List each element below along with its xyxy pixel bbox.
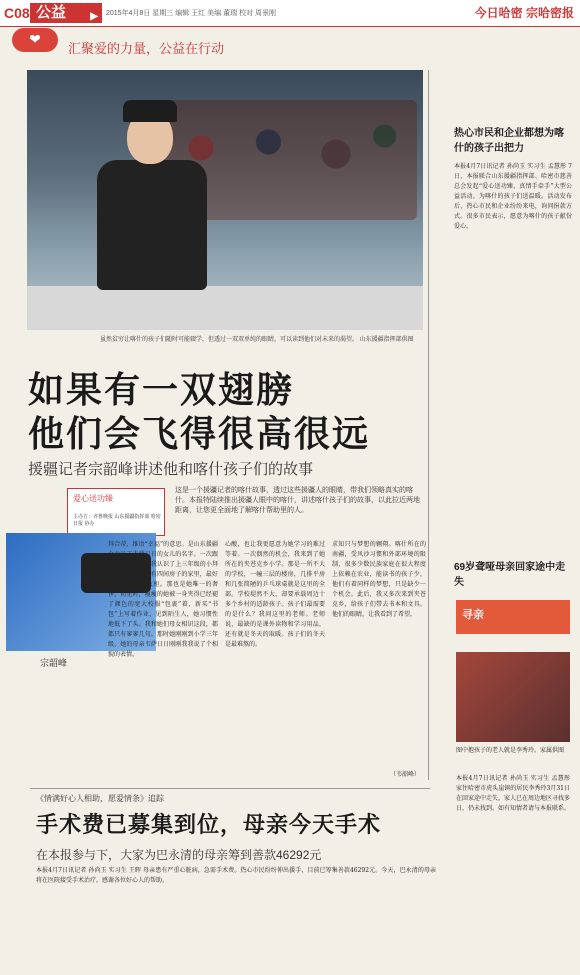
boy-cap	[123, 100, 177, 122]
article-col-3: 求知只与梦想的翱翔。喀什所在的南疆，受风沙习惯和外部环境的限制，很多少数民族家庭在很大程度上依赖在农业，能读书的孩子少，他们有着同样的梦想，只是缺少一个机会。此后，我又多次来到夹苍克乡，给孩子们带去书本和文具。他们的眼睛，让我看到了希望。	[332, 541, 426, 618]
column-divider	[428, 70, 429, 780]
stone-bench	[27, 286, 423, 330]
sidebar-body-1: 本报4月7日讯记者 孙尚玉 实习生 孟慧彤 7日，本报联合山东援疆指挥部、哈密市慈善总会发起“爱心送功臻，真情手牵手”大型公益活动。为喀什的孩子们送温暖。活动发布后，热心市民和企业纷纷来电，询问捐款方式。很多市民表示，愿意为喀什的孩子献份爱心。	[454, 163, 572, 230]
reporter-name: 宗韶峰	[40, 658, 68, 668]
lead-photo	[27, 70, 423, 330]
bottom-tag: 《情满好心人相助，愿爱情条》追踪	[36, 794, 164, 803]
sidebar-story-1	[454, 126, 572, 542]
sidebar-title-2: 69岁聋哑母亲回家途中走失	[454, 562, 566, 588]
badge-title: 爱心送功臻	[73, 494, 113, 503]
photo-caption: 虽然贫穷让喀什的孩子们随时可能辍学，但透过一双双单纯的眼睛，可以读到他们对未来的渴望。 山东援疆指挥部供图	[100, 337, 414, 343]
article-col-1: 拜合蒂，维语“幸福”的意思。是山东援疆企业员工韦萨日日的女儿的名字。一次跟韩公益的动中，我认识了上三年级的小拜合蒂，左那个只有四间房子的家里，最好的家具是一个衣柜。那也是她唯一的奢侈，初见时，瘦瘦的她被一身夹得已经褪了颜色的宽大校服“包裹”着，新买“书包”上写着作业，见到陌生人，她习惯性地低下了头。我和她们母女相识这段，都都只有寥寥几句。那时她刚刚到小学三年级，她的母亲韦萨日日刚刚我我说了个相貌的表情。	[108, 541, 218, 658]
bottom-headline: 手术费已募集到位，母亲今天手术	[36, 812, 382, 837]
headline-subtitle: 援疆记者宗韶峰讲述他和喀什孩子们的故事	[28, 461, 314, 478]
missing-person-photo	[456, 652, 570, 742]
newspaper-logo: 今日哈密 宗哈密报	[474, 6, 574, 20]
section-tab[interactable]	[30, 3, 102, 23]
sidebar-body-2: 本报4月7日讯记者 孙尚玉 实习生 孟慧彤 家住哈密市虎头崖镇的居民李秀玲3月31日在回家途中走失，家人已在周边地区寻找多日，仍未找到。如有知情者请与本报联系。	[456, 775, 570, 812]
sidebar-banner	[456, 600, 570, 634]
headline-line1: 如果有一双翅膀	[28, 369, 295, 410]
page-number: C08	[4, 5, 30, 21]
sidebar-title-1: 热心市民和企业都想为喀什的孩子出把力	[454, 128, 564, 154]
event-badge	[67, 488, 165, 536]
sidebar-img-caption: 图中抱孩子的老人就是李秀玲。家属供图	[456, 747, 565, 754]
section-label: 公益	[36, 4, 67, 21]
bottom-subtitle: 在本报参与下，大家为巴永清的母亲筹到善款46292元	[36, 848, 322, 862]
lead-paragraph: 这是一个援疆记者的喀什故事，透过这些援疆人的眼睛，带我们领略真实的喀什。本报特陆续推出援疆人眼中的喀什，讲述喀什孩子们的故事，以此拉近两地距离，让您更全面地了解喀什帮助里的人。	[175, 487, 420, 514]
article-col-2: 心酸，也让我更愿意为她学习的难过等着。一次偶然的机会，我来到了她所在的夹苍克乡小学。那是一所不大的学校，一幢三层的楼房，几排平房和几张简陋的乒乓球桌就是这里的全部。学校堤然不大，却要承载周边十多个乡村的适龄孩子。孩子们最需要的是什么？我问这里的老师。老师说，最缺的是课外读物和学习用品，还有就是冬天的取暖。孩子们的冬天是最难熬的。	[225, 541, 325, 648]
slogan: 汇聚爱的力量，公益在行动	[68, 41, 225, 56]
bottom-rule	[30, 788, 430, 789]
badge-sponsors: 主办方：齐鲁晚报 山东援疆指挥部 哈密日报 协办	[73, 514, 161, 527]
article-author: （韦韶峰）	[390, 771, 421, 778]
headline-line2: 他们会飞得很高很远	[28, 413, 371, 454]
page-header	[0, 0, 580, 27]
date-line: 2015年4月8日 星期三 编辑 王红 美编 董瑞 校对 周景刚	[106, 10, 276, 17]
arrow-right-icon: ▶	[90, 11, 98, 22]
banner-label: 寻亲	[462, 609, 484, 621]
bottom-body: 本报4月7日讯记者 孙尚玉 实习生 王晖 母亲患有严重心脏病，急需手术费。热心市民纷纷伸出援手，目前已筹集善款46292元。今天，巴永清的母亲将在医院接受手术治疗。感谢各位好心人的帮助。	[36, 867, 436, 884]
heart-hands-icon: ❤	[12, 28, 58, 52]
boy-figure	[97, 160, 207, 290]
